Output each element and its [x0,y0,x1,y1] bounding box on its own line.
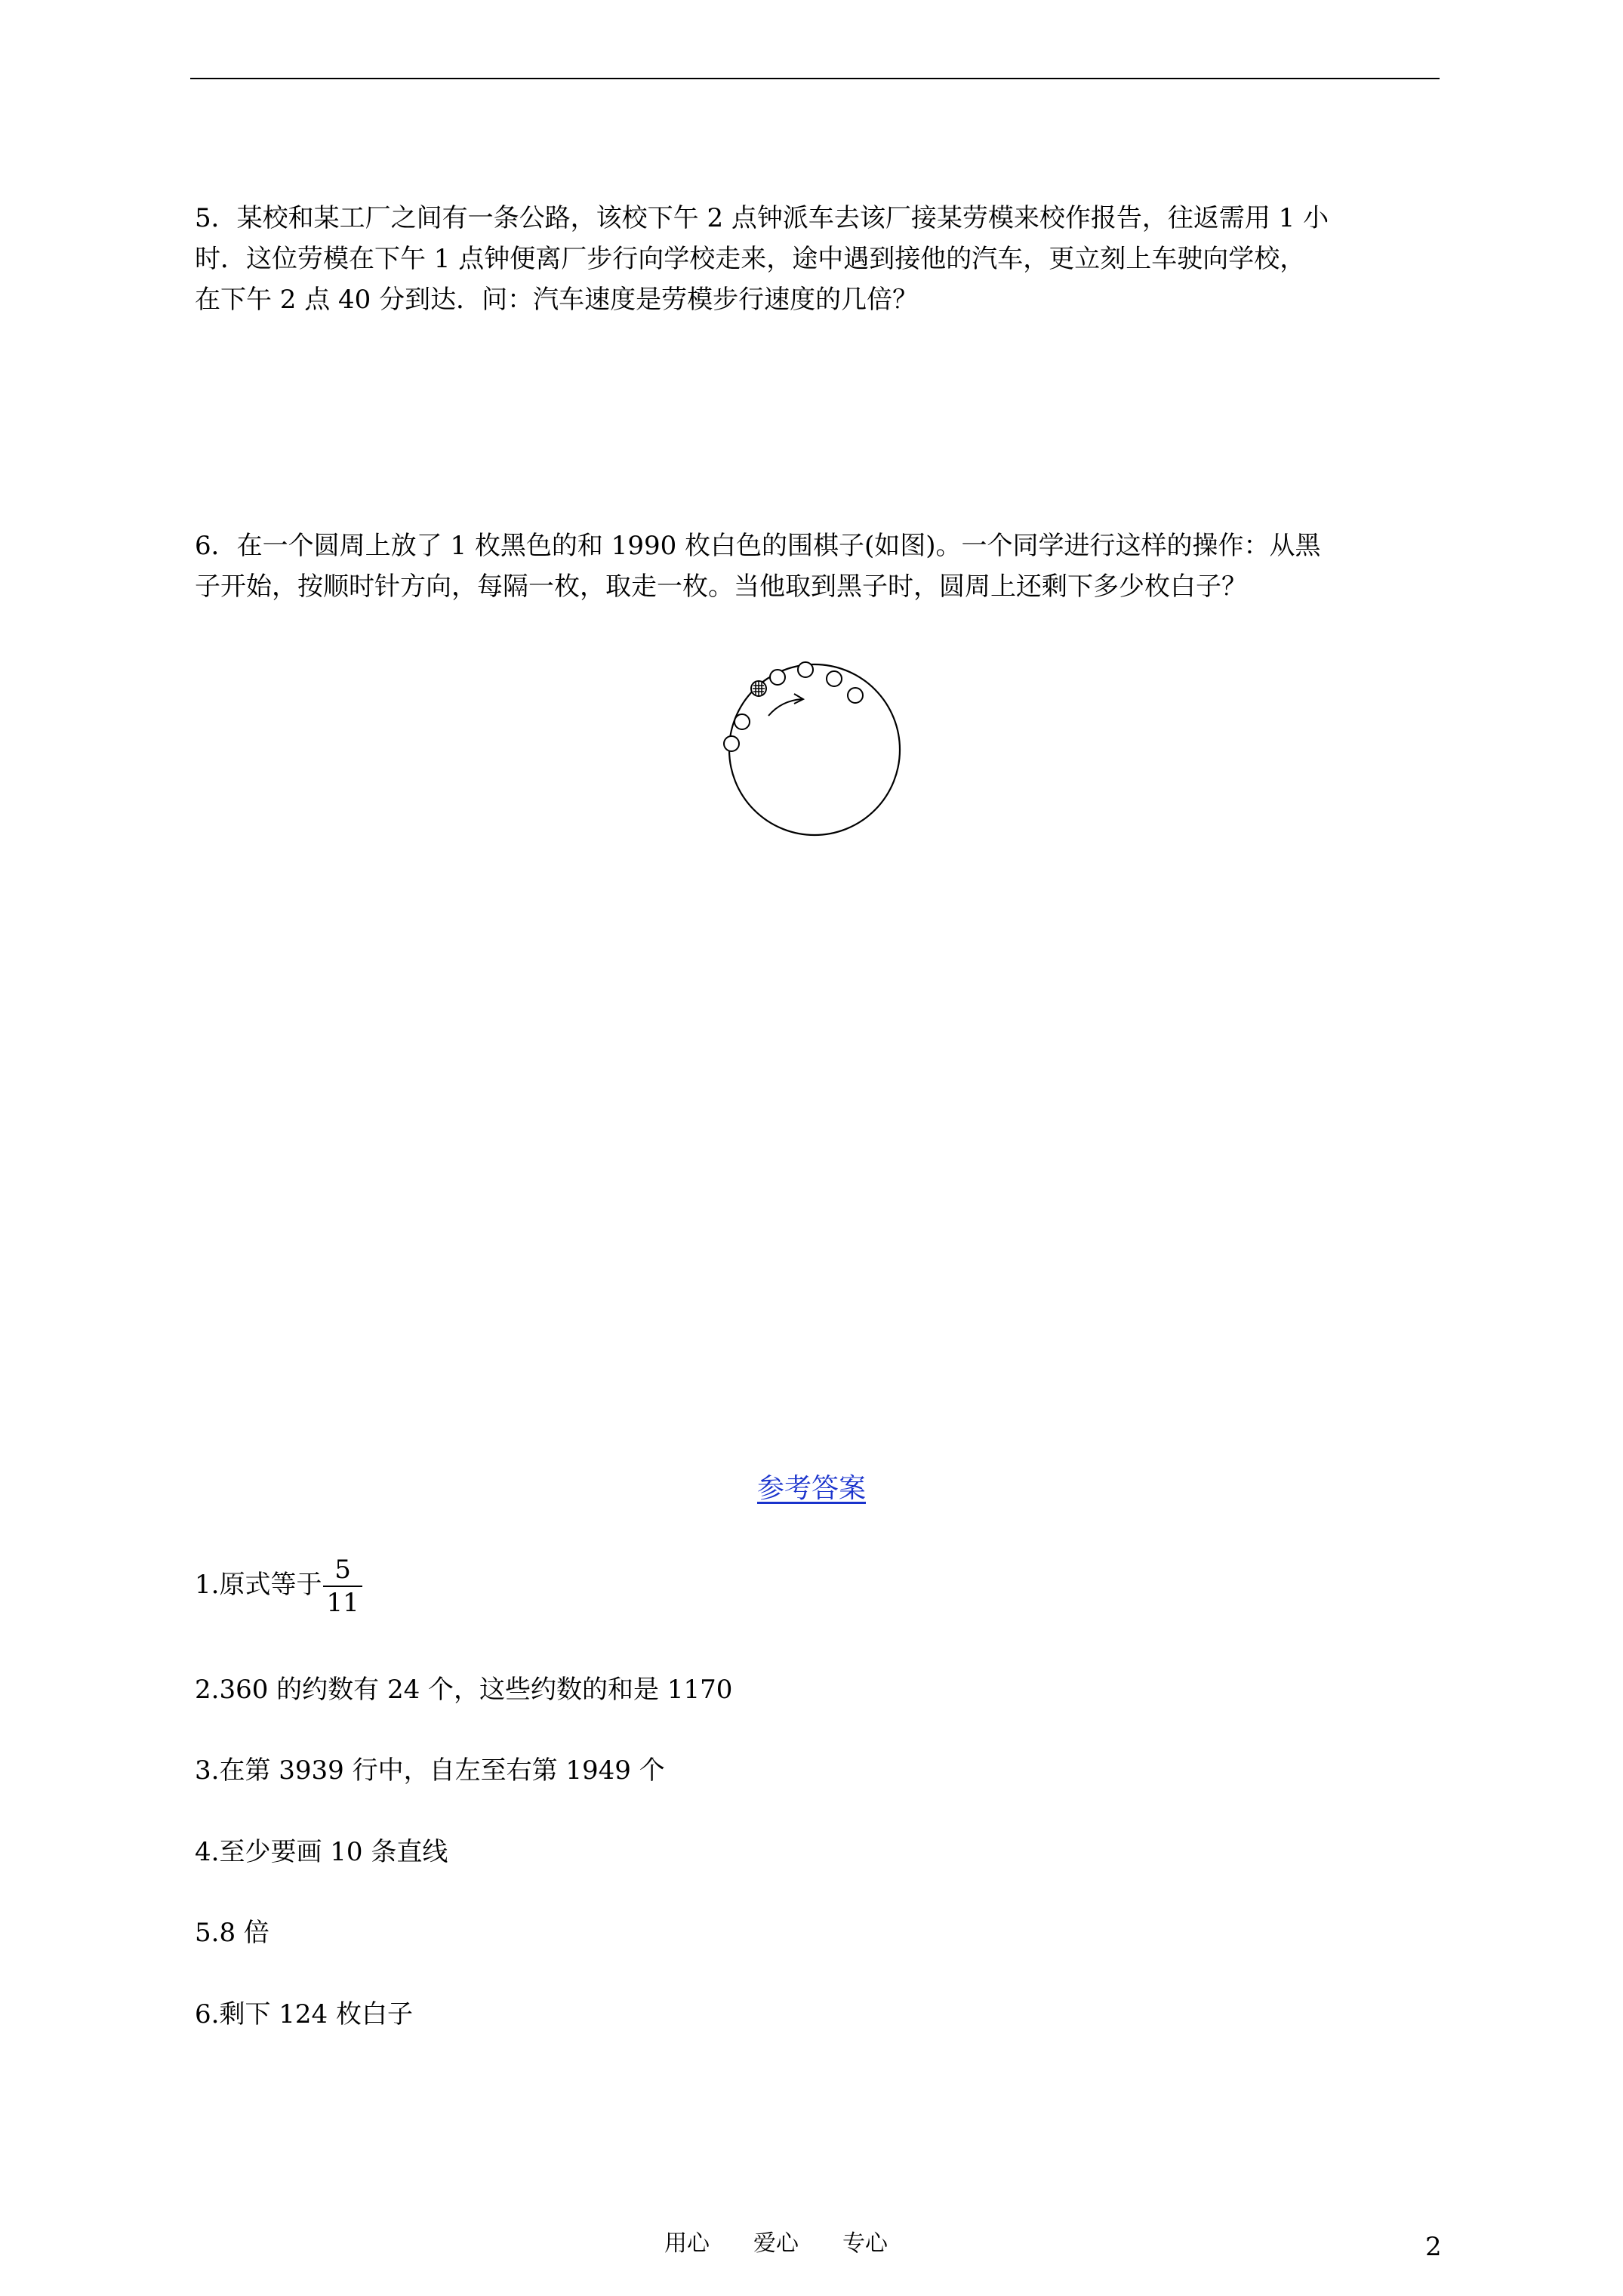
go-stones-circle-figure [710,649,906,846]
answer-1-fraction [323,1554,362,1619]
answer-1-text: 1.原式等于 [195,1570,322,1600]
white-stone [798,662,813,677]
fraction-numerator: 5 [323,1554,362,1587]
problem-5-line-1: 5．某校和某工厂之间有一条公路，该校下午 2 点钟派车去该厂接某劳模来校作报告，往返需用 1 小 [195,203,1329,233]
problem-5-line-3: 在下午 2 点 40 分到达．问：汽车速度是劳模步行速度的几倍？ [195,285,919,315]
problem-5 [195,198,1440,320]
footer-motto [664,2229,932,2259]
answer-title-link[interactable]: 参考答案 [756,1473,866,1504]
footer-motto-3: 专心 [842,2230,888,2257]
fraction-denominator: 11 [326,1588,359,1618]
answer-2: 2.360 的约数有 24 个，这些约数的和是 1170 [195,1675,733,1705]
white-stone [770,670,785,685]
white-stone [724,736,739,751]
answer-3: 3.在第 3939 行中，自左至右第 1949 个 [195,1755,665,1786]
answer-4: 4.至少要画 10 条直线 [195,1837,448,1867]
answer-title [0,1471,1623,1507]
problem-6-line-2: 子开始，按顺时针方向，每隔一枚，取走一枚。当他取到黑子时，圆周上还剩下多少枚白子？ [195,572,1247,602]
footer-motto-2: 爱心 [753,2230,799,2257]
white-stone [735,714,750,729]
answer-1 [195,1554,362,1619]
white-stone [848,688,863,703]
page-number: 2 [1425,2232,1442,2262]
problem-6-line-1: 6．在一个圆周上放了 1 枚黑色的和 1990 枚白色的围棋子(如图)。一个同学进行这样的操作：从黑 [195,531,1321,561]
header-rule [190,78,1440,79]
problem-5-line-2: 时．这位劳模在下午 1 点钟便离厂步行向学校走来，途中遇到接他的汽车，更立刻上车驶向学校， [195,244,1306,274]
answer-5: 5.8 倍 [195,1918,269,1948]
answer-6: 6.剩下 124 枚白子 [195,1999,413,2029]
footer-motto-1: 用心 [664,2230,710,2257]
white-stone [827,671,842,686]
problem-6 [195,525,1440,607]
